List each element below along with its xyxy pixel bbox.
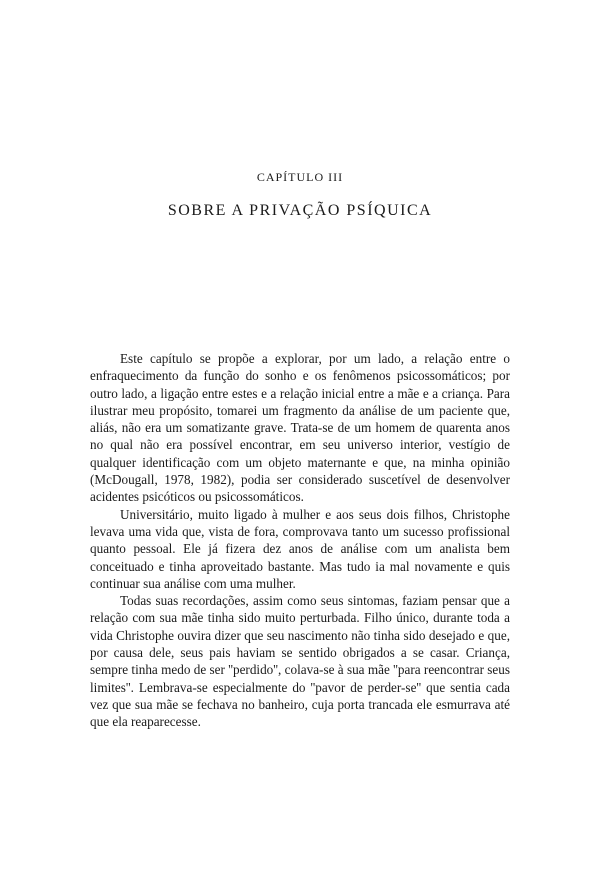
paragraph: Todas suas recordações, assim como seus sintomas, faziam pensar que a relação com sua mãe tinha sido muito perturbada. Filho único, durante toda a vida Christophe ouvira dizer que seu nascimento não tinha sido desejado e que, por causa dele, seus pais haviam se sentido obrigados a se casar. Criança, sempre tinha medo de ser ''perdido'', colava-se à sua mãe ''para reencontrar seus limites''. Lembrava-se especialmente do ''pavor de perder-se'' que sentia cada vez que sua mãe se fechava no banheiro, cuja porta trancada ele esmurrava até que ela reaparecesse. <box>90 593 510 730</box>
paragraph: Este capítulo se propõe a explorar, por um lado, a relação entre o enfraquecimento da função do sonho e os fenômenos psicossomáticos; por outro lado, a ligação entre estes e a relação inicial entre a mãe e a criança. Para ilustrar meu propósito, tomarei um fragmento da análise de um paciente que, aliás, não era um somatizante grave. Trata-se de um homem de quarenta anos no qual não era possível encontrar, em seu universo interior, vestígio de qualquer identificação com um objeto maternante e que, na minha opinião (McDougall, 1978, 1982), podia ser considerado suscetível de desenvolver acidentes psicóticos ou psicossomáticos. <box>90 351 510 505</box>
chapter-label: CAPÍTULO III <box>256 170 344 184</box>
chapter-title: SOBRE A PRIVAÇÃO PSÍQUICA <box>167 202 433 219</box>
paragraph: Universitário, muito ligado à mulher e aos seus dois filhos, Christophe levava uma vida que, vista de fora, comprovava tanto um sucesso profissional quanto pessoal. Ele já fizera dez anos de análise com um analista bem conceituado e tinha aproveitado bastante. Mas tudo ia mal novamente e quis continuar sua análise com uma mulher. <box>90 506 510 591</box>
body-text <box>90 350 510 731</box>
